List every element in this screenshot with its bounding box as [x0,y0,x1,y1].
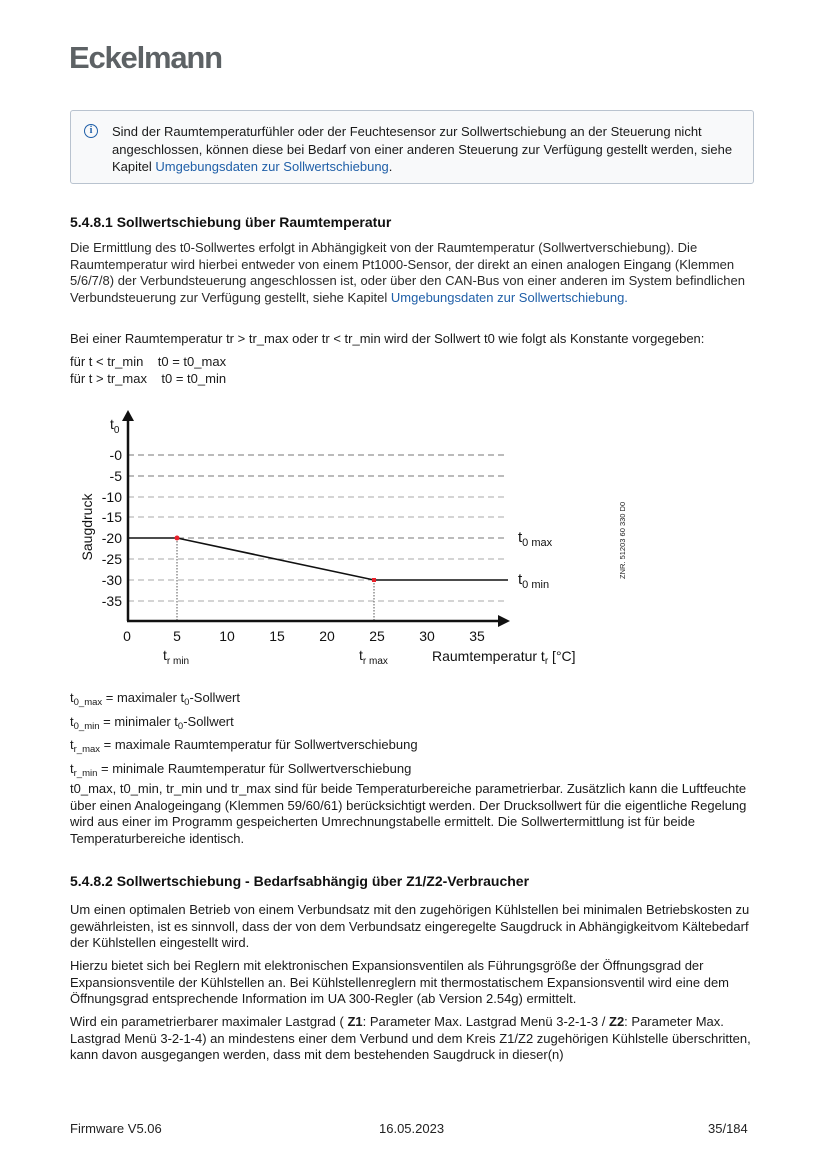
svg-text:10: 10 [219,628,235,644]
chart-gridlines [128,455,508,601]
setpoint-shift-chart [70,405,640,675]
info-icon: i [84,124,98,138]
section2-paragraph-1: Um einen optimalen Betrieb von einem Verbundsatz mit den zugehörigen Kühlstellen bei minimalen Betriebskosten zu gewährleisten, ist es sinnvoll, dass der von dem Verbundsatz eingeregelte Saugdruck in Abhängigkeitvom Kältebedarf der Kühlstellen eingestellt wird. [70,902,750,950]
note-period: . [388,159,393,174]
y-tick-labels [102,447,122,609]
svg-text:0: 0 [123,628,131,644]
para1-link-umgebungsdaten[interactable]: Umgebungsdaten zur Sollwertschiebung. [390,289,628,305]
y-axis-symbol: $t_0$ [110,416,120,436]
svg-text:-20: -20 [101,530,122,546]
info-note [70,110,754,184]
section2-paragraph-2: Hierzu bietet sich bei Reglern mit elektronischen Expansionsventilen als Führungsgröße der Öffnungsgrad der Expansionsventile der Kühlstellen an. Bei Kühlstellenreglern mit thermostatischem Expansionsventil wird eine dem Öffnungsgrad entsprechende Information im UA 300-Regler (ab Version 2.54g) ermittelt. [70,958,730,1006]
svg-text:15: 15 [269,628,285,644]
svg-text:-10: -10 [101,489,122,505]
label-tr-min: $t_{r min}$ [163,647,190,667]
label-t0-min: $t_{0 min}$ [518,571,550,591]
label-tr-max: $t_{r max}$ [359,647,388,667]
section1-paragraph-3: t0_max, t0_min, tr_min und tr_max sind für beide Temperaturbereiche parametrierbar. Zusätzlich kann die Luftfeuchte über einen Analogeingang (Klemmen 59/60/61) berücksichtigt werden. Der Drucksollwert für die eigentliche Regelung wird aus einer im Programm gespeicherten Umrechnungstabelle ermittelt. Die Sollwertermittlung ist für beide Temperaturbereiche identisch. [70,781,747,846]
section-heading-5-4-8-1: 5.4.8.1 Sollwertschiebung über Raumtemperatur [70,214,392,230]
svg-text:25: 25 [369,628,385,644]
svg-text:30: 30 [419,628,435,644]
para1-text: Die Ermittlung des t0-Sollwertes erfolgt in Abhängigkeit von der Raumtemperatur (Sollwertverschiebung). Die Raumtemperatur wird hierbei entweder von einem Pt1000-Sensor, der direkt an einen analogen Eingang (Klemmen 5/6/7/8) der Verbundsteuerung angeschlossen ist, oder über den CAN-Bus von einer anderen im System befindlichen Verbundsteuerung zur Verfügung gestellt, siehe Kapitel [70,240,745,305]
legend-tr-max: $t_{r\_max}$ = maximale Raumtemperatur für Sollwertverschiebung [70,737,418,755]
legend-tr-min: $t_{r\_min}$ = minimale Raumtemperatur für Sollwertverschiebung [70,760,412,779]
svg-text:-30: -30 [101,572,122,588]
chart-axes [122,410,510,627]
x-tick-labels [123,628,485,644]
note-link-umgebungsdaten[interactable]: Umgebungsdaten zur Sollwertschiebung [155,159,389,174]
chart-legend [70,689,418,783]
section1-rules [70,354,760,387]
rule-tr-max: für t > tr_max t0 = t0_min [70,370,227,386]
section-heading-5-4-8-2: 5.4.8.2 Sollwertschiebung - Bedarfsabhängig über Z1/Z2-Verbraucher [70,873,530,889]
section1-paragraph-1 [70,240,760,306]
drawing-number: ZNR. 51203 60 330 D0 [618,501,627,579]
svg-text:20: 20 [319,628,335,644]
footer-page-number: 35/184 [708,1121,748,1136]
footer-date: 16.05.2023 [379,1121,445,1136]
legend-t0-min: $t_{0\_min}$ = minimaler $t_0$-Sollwert [70,713,234,732]
label-t0-max: $t_{0 max}$ [518,529,553,549]
section2-paragraph-3: Wird ein parametrierbarer maximaler Lastgrad ( Z1: Parameter Max. Lastgrad Menü 3-2-1-3 / Z2: Parameter Max. Lastgrad Menü 3-2-1-4) an mindestens einer dem Verbund und dem Kreis Z1/Z2 zugehörigen Kühlstelle überschritten, kann davon ausgegangen werden, dass mit dem bestehenden Saugdruck in dieser(n) [70,1014,751,1062]
marker-tr-min [175,536,180,541]
note-text: Sind der Raumtemperaturfühler oder der Feuchtesensor zur Sollwertschiebung an der Steuerung nicht angeschlossen, können diese bei Bedarf von einer anderen Steuerung zur Verfügung gestellt werden, siehe Kapitel [112,124,733,174]
svg-text:-15: -15 [101,509,122,525]
chart-guides [177,538,374,621]
svg-text:-0: -0 [109,447,122,463]
svg-text:-25: -25 [101,551,122,567]
eckelmann-logo: Eckelmann [69,40,222,75]
svg-text:-5: -5 [109,468,122,484]
y-axis-label: Saugdruck [79,493,95,561]
legend-t0-max: $t_{0\_max}$ = maximaler $t_0$-Sollwert [70,690,241,708]
svg-text:5: 5 [173,628,181,644]
info-note-text [112,123,748,176]
rule-tr-min: für t < tr_min t0 = t0_max [70,354,227,369]
footer-firmware: Firmware V5.06 [70,1121,162,1136]
section1-paragraph-2: Bei einer Raumtemperatur tr > tr_max oder tr < tr_min wird der Sollwert t0 wie folgt als Konstante vorgegeben: [70,331,705,346]
marker-tr-max [372,578,376,582]
svg-text:-35: -35 [101,593,122,609]
svg-text:35: 35 [469,628,485,644]
x-axis-label: Raumtemperatur $t_r$ [°C] [432,648,576,667]
